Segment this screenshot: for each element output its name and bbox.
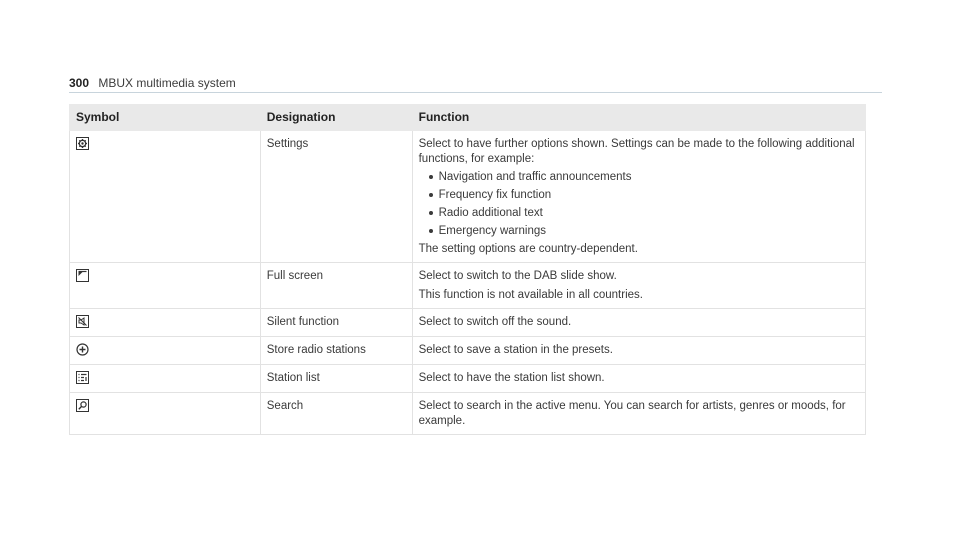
column-header-symbol: Symbol (70, 105, 261, 131)
settings-gear-icon (76, 137, 89, 150)
function-cell (412, 263, 865, 309)
designation-cell: Station list (260, 365, 412, 393)
function-note: This function is not available in all countries. (418, 289, 643, 301)
designation-cell: Silent function (260, 309, 412, 337)
function-cell (412, 131, 865, 263)
symbol-cell (70, 393, 261, 435)
list-item: Emergency warnings (429, 224, 859, 239)
function-cell: Select to save a station in the presets. (412, 337, 865, 365)
designation-cell: Full screen (260, 263, 412, 309)
symbol-cell (70, 365, 261, 393)
list-item: Radio additional text (429, 206, 859, 221)
symbol-table (69, 104, 866, 435)
page-header (69, 76, 236, 90)
designation-cell: Settings (260, 131, 412, 263)
mute-speaker-icon (76, 315, 89, 328)
section-title: MBUX multimedia system (98, 76, 236, 90)
function-cell: Select to search in the active menu. You can search for artists, genres or moods, for example. (412, 393, 865, 435)
station-list-icon (76, 371, 89, 384)
symbol-cell (70, 131, 261, 263)
column-header-designation: Designation (260, 105, 412, 131)
table-row (70, 393, 866, 435)
table-header-row (70, 105, 866, 131)
full-screen-icon (76, 269, 89, 282)
function-text: Select to switch to the DAB slide show. (418, 270, 617, 282)
table-row (70, 337, 866, 365)
table-row (70, 263, 866, 309)
column-header-function: Function (412, 105, 865, 131)
list-item: Navigation and traffic announcements (429, 170, 859, 185)
bullet-list (419, 170, 859, 239)
function-text: Select to have further options shown. Settings can be made to the following additional functions, for example: (418, 138, 855, 165)
symbol-cell (70, 309, 261, 337)
function-cell: Select to switch off the sound. (412, 309, 865, 337)
designation-cell: Store radio stations (260, 337, 412, 365)
search-icon (76, 399, 89, 412)
designation-cell: Search (260, 393, 412, 435)
list-item: Frequency fix function (429, 188, 859, 203)
page-number: 300 (69, 76, 90, 90)
table-row (70, 131, 866, 263)
function-cell: Select to have the station list shown. (412, 365, 865, 393)
symbol-cell (70, 263, 261, 309)
symbol-cell (70, 337, 261, 365)
table-row (70, 365, 866, 393)
table-row (70, 309, 866, 337)
add-circle-icon (76, 343, 89, 356)
header-divider (69, 92, 882, 93)
function-note: The setting options are country-dependent. (418, 243, 638, 255)
